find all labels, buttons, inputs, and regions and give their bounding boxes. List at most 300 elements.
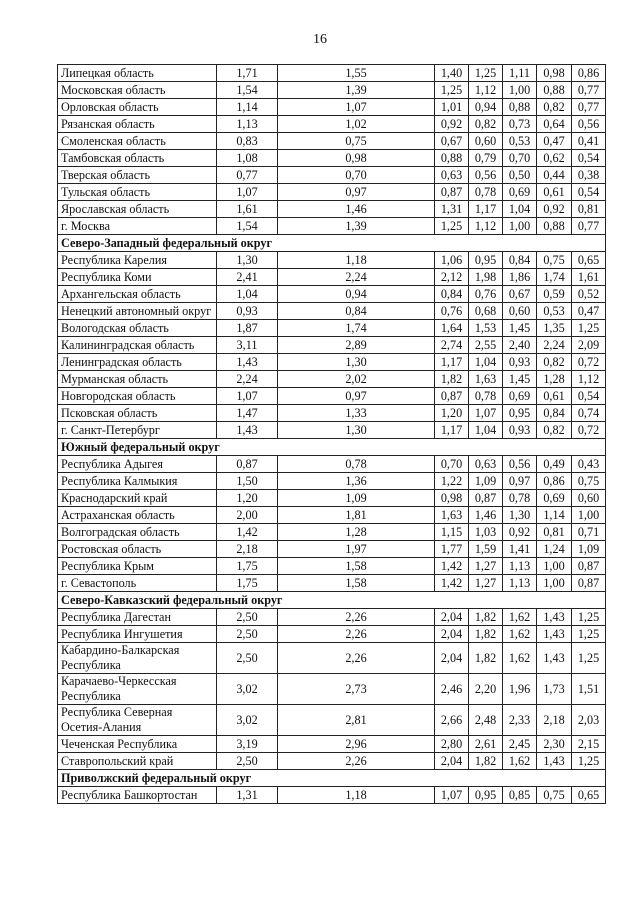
value-cell: 1,01	[435, 99, 469, 116]
region-name: Тверская область	[58, 167, 217, 184]
value-cell: 1,61	[217, 201, 278, 218]
region-name: Тамбовская область	[58, 150, 217, 167]
table-row	[58, 705, 606, 736]
value-cell: 0,64	[537, 116, 572, 133]
table-row	[58, 643, 606, 674]
value-cell: 1,59	[469, 541, 503, 558]
value-cell: 1,50	[217, 473, 278, 490]
value-cell: 1,17	[435, 354, 469, 371]
value-cell: 1,12	[469, 82, 503, 99]
value-cell: 1,75	[217, 575, 278, 592]
value-cell: 0,86	[537, 473, 572, 490]
value-cell: 1,43	[537, 609, 572, 626]
value-cell: 1,07	[435, 787, 469, 804]
region-name: Архангельская область	[58, 286, 217, 303]
value-cell: 0,79	[469, 150, 503, 167]
region-name: Калининградская область	[58, 337, 217, 354]
value-cell: 1,41	[503, 541, 537, 558]
value-cell: 0,60	[469, 133, 503, 150]
value-cell: 2,74	[435, 337, 469, 354]
region-name: Кабардино-Балкарская Республика	[58, 643, 217, 674]
region-name: Чеченская Республика	[58, 736, 217, 753]
table-row	[58, 507, 606, 524]
value-cell: 0,41	[572, 133, 606, 150]
value-cell: 0,43	[572, 456, 606, 473]
value-cell: 0,68	[469, 303, 503, 320]
table-row	[58, 558, 606, 575]
value-cell: 0,98	[537, 65, 572, 82]
value-cell: 1,20	[435, 405, 469, 422]
region-name: Смоленская область	[58, 133, 217, 150]
value-cell: 1,61	[572, 269, 606, 286]
value-cell: 1,30	[503, 507, 537, 524]
value-cell: 1,97	[278, 541, 435, 558]
table-row	[58, 626, 606, 643]
value-cell: 2,26	[278, 609, 435, 626]
value-cell: 0,47	[537, 133, 572, 150]
table-row	[58, 787, 606, 804]
value-cell: 0,70	[503, 150, 537, 167]
table-row	[58, 609, 606, 626]
value-cell: 1,04	[469, 354, 503, 371]
section-title: Южный федеральный округ	[58, 439, 606, 456]
value-cell: 1,13	[503, 575, 537, 592]
value-cell: 1,25	[572, 753, 606, 770]
value-cell: 1,25	[435, 82, 469, 99]
value-cell: 0,75	[278, 133, 435, 150]
value-cell: 1,62	[503, 753, 537, 770]
table-body	[58, 65, 606, 804]
value-cell: 2,24	[217, 371, 278, 388]
region-name: Республика Башкортостан	[58, 787, 217, 804]
value-cell: 1,08	[217, 150, 278, 167]
value-cell: 2,24	[537, 337, 572, 354]
section-title: Северо-Кавказский федеральный округ	[58, 592, 606, 609]
value-cell: 1,39	[278, 218, 435, 235]
value-cell: 1,58	[278, 558, 435, 575]
value-cell: 0,60	[572, 490, 606, 507]
value-cell: 1,36	[278, 473, 435, 490]
value-cell: 1,07	[217, 388, 278, 405]
table-row	[58, 303, 606, 320]
value-cell: 1,12	[572, 371, 606, 388]
region-name: Орловская область	[58, 99, 217, 116]
value-cell: 0,70	[278, 167, 435, 184]
table-row	[58, 320, 606, 337]
value-cell: 1,62	[503, 626, 537, 643]
value-cell: 0,61	[537, 388, 572, 405]
value-cell: 0,75	[537, 252, 572, 269]
table-row	[58, 218, 606, 235]
value-cell: 1,43	[537, 626, 572, 643]
value-cell: 1,00	[572, 507, 606, 524]
value-cell: 1,39	[278, 82, 435, 99]
value-cell: 1,04	[469, 422, 503, 439]
value-cell: 2,02	[278, 371, 435, 388]
value-cell: 1,45	[503, 320, 537, 337]
region-name: Вологодская область	[58, 320, 217, 337]
value-cell: 0,77	[572, 82, 606, 99]
table-row	[58, 201, 606, 218]
value-cell: 1,54	[217, 218, 278, 235]
value-cell: 3,19	[217, 736, 278, 753]
value-cell: 0,81	[572, 201, 606, 218]
value-cell: 0,76	[435, 303, 469, 320]
table-row	[58, 99, 606, 116]
value-cell: 3,02	[217, 705, 278, 736]
section-header-row	[58, 770, 606, 787]
region-name: Краснодарский край	[58, 490, 217, 507]
table-row	[58, 354, 606, 371]
value-cell: 0,87	[572, 558, 606, 575]
value-cell: 1,18	[278, 252, 435, 269]
value-cell: 0,78	[503, 490, 537, 507]
value-cell: 0,71	[572, 524, 606, 541]
value-cell: 0,92	[435, 116, 469, 133]
value-cell: 1,24	[537, 541, 572, 558]
region-name: Республика Коми	[58, 269, 217, 286]
value-cell: 1,15	[435, 524, 469, 541]
value-cell: 0,93	[503, 354, 537, 371]
value-cell: 0,92	[503, 524, 537, 541]
value-cell: 1,47	[217, 405, 278, 422]
value-cell: 1,04	[503, 201, 537, 218]
value-cell: 2,09	[572, 337, 606, 354]
value-cell: 1,09	[572, 541, 606, 558]
value-cell: 0,81	[537, 524, 572, 541]
value-cell: 0,84	[537, 405, 572, 422]
value-cell: 1,30	[278, 354, 435, 371]
value-cell: 2,33	[503, 705, 537, 736]
value-cell: 2,55	[469, 337, 503, 354]
value-cell: 0,88	[503, 99, 537, 116]
value-cell: 2,04	[435, 609, 469, 626]
value-cell: 0,53	[537, 303, 572, 320]
value-cell: 2,46	[435, 674, 469, 705]
value-cell: 0,61	[537, 184, 572, 201]
value-cell: 0,95	[503, 405, 537, 422]
value-cell: 0,82	[537, 354, 572, 371]
value-cell: 0,50	[503, 167, 537, 184]
value-cell: 0,94	[278, 286, 435, 303]
value-cell: 1,74	[537, 269, 572, 286]
table-row	[58, 473, 606, 490]
value-cell: 0,67	[435, 133, 469, 150]
table-row	[58, 524, 606, 541]
value-cell: 1,00	[537, 575, 572, 592]
value-cell: 0,93	[503, 422, 537, 439]
value-cell: 0,67	[503, 286, 537, 303]
value-cell: 0,77	[572, 99, 606, 116]
value-cell: 0,92	[537, 201, 572, 218]
value-cell: 0,59	[537, 286, 572, 303]
value-cell: 0,78	[278, 456, 435, 473]
value-cell: 1,51	[572, 674, 606, 705]
value-cell: 1,25	[469, 65, 503, 82]
region-name: Ненецкий автономный округ	[58, 303, 217, 320]
table-row	[58, 456, 606, 473]
region-name: Республика Адыгея	[58, 456, 217, 473]
value-cell: 1,20	[217, 490, 278, 507]
region-name: Республика Калмыкия	[58, 473, 217, 490]
value-cell: 2,04	[435, 753, 469, 770]
value-cell: 1,82	[469, 753, 503, 770]
value-cell: 0,47	[572, 303, 606, 320]
table-row	[58, 541, 606, 558]
value-cell: 1,46	[278, 201, 435, 218]
table-row	[58, 388, 606, 405]
page-number: 16	[313, 32, 327, 47]
value-cell: 0,75	[572, 473, 606, 490]
table-row	[58, 252, 606, 269]
value-cell: 1,30	[217, 252, 278, 269]
value-cell: 0,70	[435, 456, 469, 473]
value-cell: 0,84	[435, 286, 469, 303]
value-cell: 1,11	[503, 65, 537, 82]
region-name: Республика Дагестан	[58, 609, 217, 626]
value-cell: 2,73	[278, 674, 435, 705]
region-name: Рязанская область	[58, 116, 217, 133]
value-cell: 2,26	[278, 753, 435, 770]
value-cell: 0,52	[572, 286, 606, 303]
value-cell: 1,42	[217, 524, 278, 541]
region-name: Республика Крым	[58, 558, 217, 575]
value-cell: 0,63	[435, 167, 469, 184]
value-cell: 0,56	[572, 116, 606, 133]
value-cell: 0,44	[537, 167, 572, 184]
region-name: Республика Карелия	[58, 252, 217, 269]
region-name: Карачаево-Черкесская Республика	[58, 674, 217, 705]
region-name: Республика Северная Осетия-Алания	[58, 705, 217, 736]
value-cell: 0,97	[278, 184, 435, 201]
table-row	[58, 371, 606, 388]
value-cell: 2,96	[278, 736, 435, 753]
value-cell: 2,30	[537, 736, 572, 753]
region-name: Псковская область	[58, 405, 217, 422]
value-cell: 1,12	[469, 218, 503, 235]
value-cell: 2,12	[435, 269, 469, 286]
table-row	[58, 133, 606, 150]
value-cell: 0,95	[469, 252, 503, 269]
value-cell: 0,86	[572, 65, 606, 82]
value-cell: 1,17	[469, 201, 503, 218]
value-cell: 2,15	[572, 736, 606, 753]
value-cell: 1,14	[537, 507, 572, 524]
value-cell: 1,73	[537, 674, 572, 705]
value-cell: 1,62	[503, 643, 537, 674]
value-cell: 1,22	[435, 473, 469, 490]
value-cell: 0,54	[572, 150, 606, 167]
value-cell: 0,75	[537, 787, 572, 804]
value-cell: 0,38	[572, 167, 606, 184]
value-cell: 1,77	[435, 541, 469, 558]
value-cell: 1,25	[572, 609, 606, 626]
value-cell: 2,50	[217, 609, 278, 626]
value-cell: 0,83	[217, 133, 278, 150]
value-cell: 2,24	[278, 269, 435, 286]
region-name: Ярославская область	[58, 201, 217, 218]
value-cell: 0,95	[469, 787, 503, 804]
value-cell: 1,25	[572, 643, 606, 674]
value-cell: 1,98	[469, 269, 503, 286]
value-cell: 1,06	[435, 252, 469, 269]
value-cell: 0,77	[572, 218, 606, 235]
value-cell: 2,66	[435, 705, 469, 736]
value-cell: 1,43	[217, 354, 278, 371]
value-cell: 1,04	[217, 286, 278, 303]
table-row	[58, 82, 606, 99]
value-cell: 1,75	[217, 558, 278, 575]
value-cell: 0,97	[278, 388, 435, 405]
table-row	[58, 753, 606, 770]
region-name: Мурманская область	[58, 371, 217, 388]
value-cell: 1,43	[537, 753, 572, 770]
value-cell: 1,96	[503, 674, 537, 705]
table-row	[58, 736, 606, 753]
section-title: Приволжский федеральный округ	[58, 770, 606, 787]
value-cell: 0,65	[572, 787, 606, 804]
value-cell: 1,43	[217, 422, 278, 439]
value-cell: 0,54	[572, 184, 606, 201]
value-cell: 1,71	[217, 65, 278, 82]
section-header-row	[58, 439, 606, 456]
value-cell: 0,49	[537, 456, 572, 473]
value-cell: 1,35	[537, 320, 572, 337]
value-cell: 0,84	[503, 252, 537, 269]
value-cell: 1,82	[435, 371, 469, 388]
value-cell: 0,63	[469, 456, 503, 473]
table-row	[58, 65, 606, 82]
region-name: Липецкая область	[58, 65, 217, 82]
value-cell: 0,98	[278, 150, 435, 167]
value-cell: 2,03	[572, 705, 606, 736]
table-row	[58, 490, 606, 507]
value-cell: 3,11	[217, 337, 278, 354]
value-cell: 0,93	[217, 303, 278, 320]
section-header-row	[58, 592, 606, 609]
region-name: Тульская область	[58, 184, 217, 201]
value-cell: 2,81	[278, 705, 435, 736]
value-cell: 0,76	[469, 286, 503, 303]
value-cell: 2,50	[217, 626, 278, 643]
region-name: г. Севастополь	[58, 575, 217, 592]
value-cell: 0,82	[537, 422, 572, 439]
value-cell: 0,69	[503, 388, 537, 405]
region-name: Ставропольский край	[58, 753, 217, 770]
value-cell: 1,28	[537, 371, 572, 388]
value-cell: 2,00	[217, 507, 278, 524]
value-cell: 0,78	[469, 388, 503, 405]
table-row	[58, 337, 606, 354]
value-cell: 1,07	[469, 405, 503, 422]
value-cell: 0,87	[435, 184, 469, 201]
value-cell: 0,69	[503, 184, 537, 201]
value-cell: 0,87	[435, 388, 469, 405]
value-cell: 0,84	[278, 303, 435, 320]
table-row	[58, 150, 606, 167]
value-cell: 0,53	[503, 133, 537, 150]
table-row	[58, 286, 606, 303]
value-cell: 3,02	[217, 674, 278, 705]
table-row	[58, 575, 606, 592]
value-cell: 1,63	[435, 507, 469, 524]
value-cell: 0,85	[503, 787, 537, 804]
value-cell: 1,33	[278, 405, 435, 422]
value-cell: 0,87	[469, 490, 503, 507]
region-name: г. Москва	[58, 218, 217, 235]
value-cell: 2,04	[435, 626, 469, 643]
table-row	[58, 674, 606, 705]
region-name: Волгоградская область	[58, 524, 217, 541]
value-cell: 1,07	[217, 184, 278, 201]
value-cell: 1,13	[217, 116, 278, 133]
value-cell: 1,25	[572, 626, 606, 643]
table-row	[58, 422, 606, 439]
value-cell: 1,25	[572, 320, 606, 337]
value-cell: 0,56	[469, 167, 503, 184]
region-name: Астраханская область	[58, 507, 217, 524]
value-cell: 2,20	[469, 674, 503, 705]
value-cell: 0,62	[537, 150, 572, 167]
value-cell: 1,54	[217, 82, 278, 99]
value-cell: 0,94	[469, 99, 503, 116]
value-cell: 1,07	[278, 99, 435, 116]
value-cell: 0,60	[503, 303, 537, 320]
value-cell: 1,53	[469, 320, 503, 337]
value-cell: 2,26	[278, 626, 435, 643]
value-cell: 2,04	[435, 643, 469, 674]
value-cell: 1,00	[503, 218, 537, 235]
value-cell: 1,42	[435, 558, 469, 575]
value-cell: 1,43	[537, 643, 572, 674]
value-cell: 0,56	[503, 456, 537, 473]
value-cell: 0,78	[469, 184, 503, 201]
value-cell: 2,48	[469, 705, 503, 736]
value-cell: 1,13	[503, 558, 537, 575]
table-row	[58, 269, 606, 286]
value-cell: 0,72	[572, 422, 606, 439]
value-cell: 1,09	[278, 490, 435, 507]
value-cell: 1,42	[435, 575, 469, 592]
value-cell: 2,40	[503, 337, 537, 354]
value-cell: 0,88	[435, 150, 469, 167]
table-row	[58, 405, 606, 422]
value-cell: 1,64	[435, 320, 469, 337]
value-cell: 1,82	[469, 643, 503, 674]
value-cell: 1,46	[469, 507, 503, 524]
value-cell: 1,81	[278, 507, 435, 524]
value-cell: 1,86	[503, 269, 537, 286]
value-cell: 2,18	[537, 705, 572, 736]
value-cell: 0,77	[217, 167, 278, 184]
value-cell: 0,74	[572, 405, 606, 422]
value-cell: 0,88	[537, 218, 572, 235]
value-cell: 1,09	[469, 473, 503, 490]
value-cell: 1,31	[217, 787, 278, 804]
value-cell: 1,14	[217, 99, 278, 116]
value-cell: 1,40	[435, 65, 469, 82]
table-row	[58, 184, 606, 201]
value-cell: 1,58	[278, 575, 435, 592]
section-title: Северо-Западный федеральный округ	[58, 235, 606, 252]
value-cell: 1,27	[469, 558, 503, 575]
value-cell: 2,61	[469, 736, 503, 753]
value-cell: 0,82	[469, 116, 503, 133]
value-cell: 0,98	[435, 490, 469, 507]
value-cell: 0,69	[537, 490, 572, 507]
value-cell: 1,82	[469, 626, 503, 643]
value-cell: 2,80	[435, 736, 469, 753]
